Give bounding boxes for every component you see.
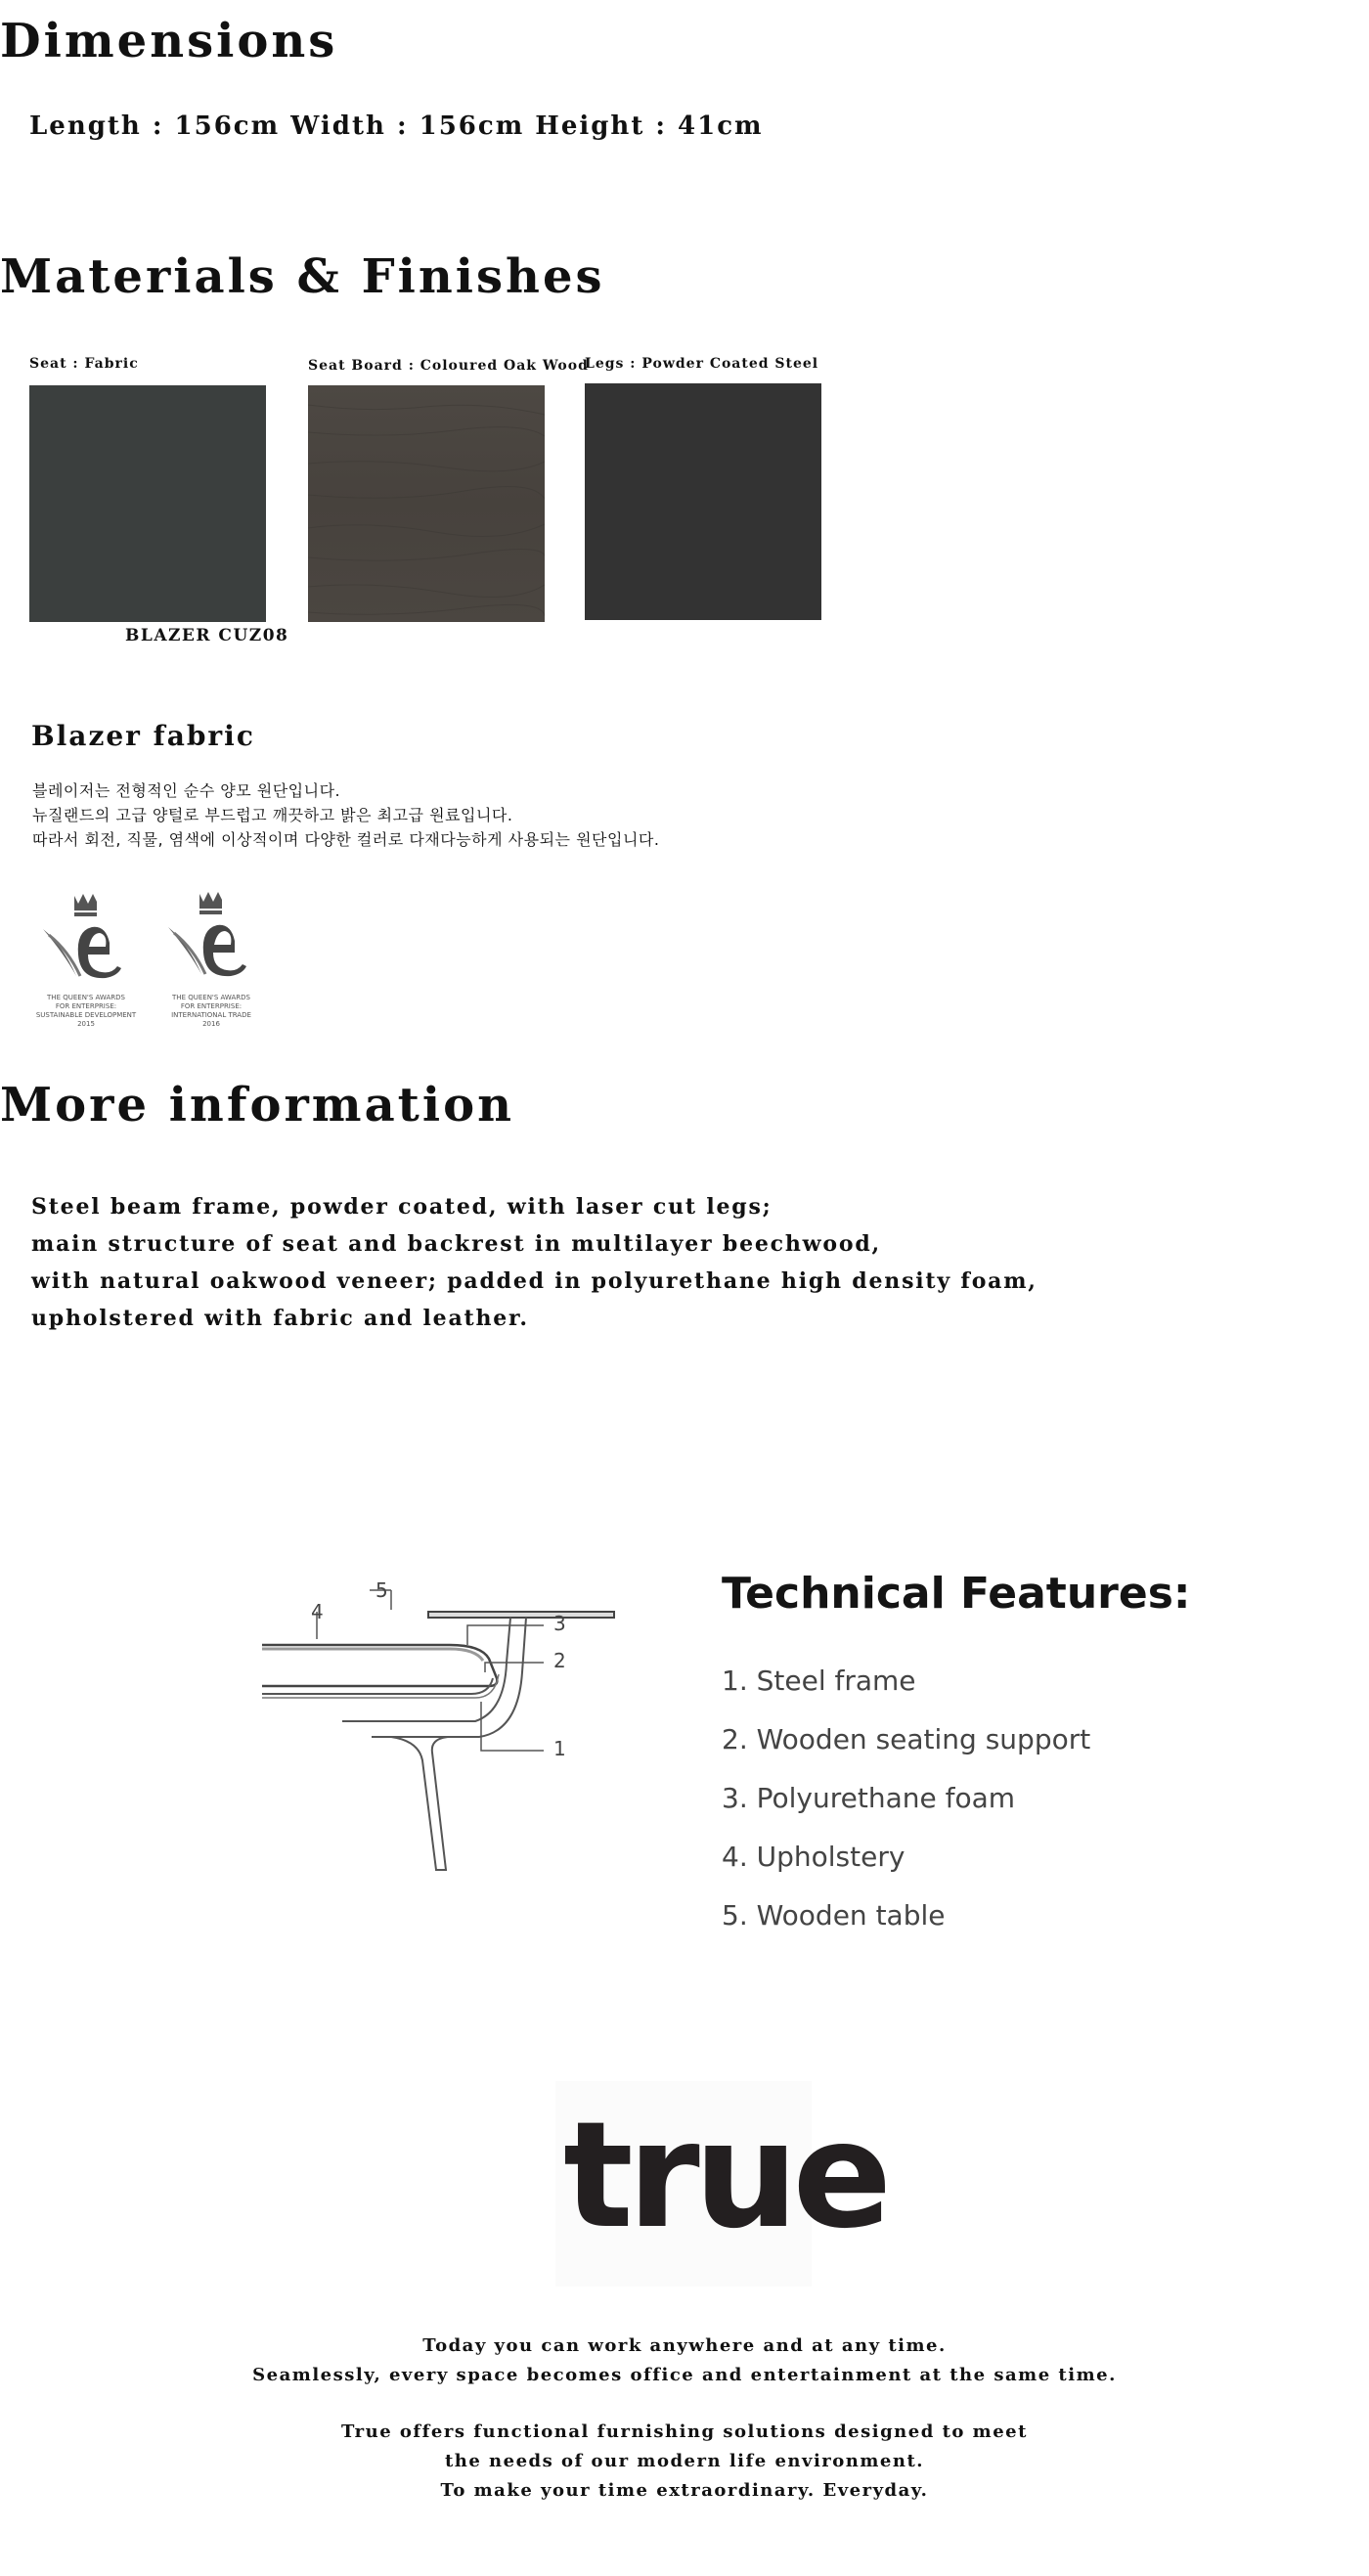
fabric-description bbox=[32, 778, 659, 852]
more-info-line: Steel beam frame, powder coated, with laser cut legs; bbox=[31, 1194, 773, 1220]
tagline-line: True offers functional furnishing solutions designed to meet bbox=[341, 2421, 1028, 2442]
fabric-line: 뉴질랜드의 고급 양털로 부드럽고 깨끗하고 밝은 최고급 원료입니다. bbox=[32, 806, 513, 824]
dimensions-text: Length : 156cm Width : 156cm Height : 41cm bbox=[29, 111, 764, 141]
true-logo-text: true bbox=[563, 2091, 887, 2261]
more-info-line: main structure of seat and backrest in multilayer beechwood, bbox=[31, 1231, 881, 1257]
queens-award-e-icon bbox=[35, 886, 137, 990]
tagline-line: To make your time extraordinary. Everyday. bbox=[440, 2480, 929, 2501]
materials-heading: Materials & Finishes bbox=[0, 249, 605, 304]
swatch-label-seat: Seat : Fabric bbox=[29, 356, 139, 372]
diagram-label-3: 3 bbox=[553, 1612, 566, 1635]
award-sustainable-logo bbox=[35, 886, 137, 1029]
diagram-label-4: 4 bbox=[311, 1600, 324, 1623]
diagram-label-1: 1 bbox=[553, 1737, 566, 1760]
award-text: THE QUEEN'S AWARDS FOR ENTERPRISE: INTERNATIONAL TRADE 2016 bbox=[171, 994, 251, 1028]
more-info-line: upholstered with fabric and leather. bbox=[31, 1306, 529, 1331]
tagline-line: Today you can work anywhere and at any time. bbox=[422, 2335, 947, 2356]
swatch-label-legs: Legs : Powder Coated Steel bbox=[585, 356, 819, 372]
fabric-line: 블레이저는 전형적인 순수 양모 원단입니다. bbox=[32, 781, 341, 800]
true-logo bbox=[555, 2081, 887, 2287]
wood-grain-texture bbox=[308, 385, 545, 622]
more-info-heading: More information bbox=[0, 1078, 514, 1133]
queens-award-e-icon bbox=[160, 884, 262, 990]
tagline-line: the needs of our modern life environment. bbox=[444, 2451, 925, 2471]
technical-features-heading: Technical Features: bbox=[722, 1569, 1191, 1619]
more-info-line: with natural oakwood veneer; padded in polyurethane high density foam, bbox=[31, 1268, 1038, 1294]
fabric-heading: Blazer fabric bbox=[31, 720, 255, 752]
more-info-text bbox=[31, 1188, 1038, 1337]
award-text: THE QUEEN'S AWARDS FOR ENTERPRISE: SUSTAINABLE DEVELOPMENT 2015 bbox=[35, 994, 137, 1028]
diagram-label-5: 5 bbox=[375, 1578, 388, 1602]
swatch-seat-fabric bbox=[29, 385, 266, 622]
tagline-block-2 bbox=[0, 2418, 1369, 2506]
diagram-label-2: 2 bbox=[553, 1649, 566, 1672]
feature-item: 5. Wooden table bbox=[722, 1899, 946, 1932]
swatch-label-seat-board: Seat Board : Coloured Oak Wood bbox=[308, 358, 589, 374]
feature-item: 3. Polyurethane foam bbox=[722, 1782, 1016, 1814]
award-trade-logo bbox=[160, 884, 262, 1029]
swatch-code-seat: BLAZER CUZ08 bbox=[125, 626, 289, 645]
fabric-line: 따라서 회전, 직물, 염색에 이상적이며 다양한 컬러로 다재다능하게 사용되는 원단입니다. bbox=[32, 830, 660, 849]
dimensions-heading: Dimensions bbox=[0, 14, 338, 68]
feature-item: 2. Wooden seating support bbox=[722, 1723, 1091, 1755]
feature-item: 1. Steel frame bbox=[722, 1665, 916, 1697]
swatch-legs-steel bbox=[585, 383, 821, 620]
feature-item: 4. Upholstery bbox=[722, 1841, 905, 1873]
tagline-block-1 bbox=[0, 2332, 1369, 2390]
technical-diagram bbox=[254, 1565, 626, 1897]
swatch-seat-board-oak bbox=[308, 385, 545, 622]
tagline-line: Seamlessly, every space becomes office and entertainment at the same time. bbox=[252, 2365, 1117, 2385]
